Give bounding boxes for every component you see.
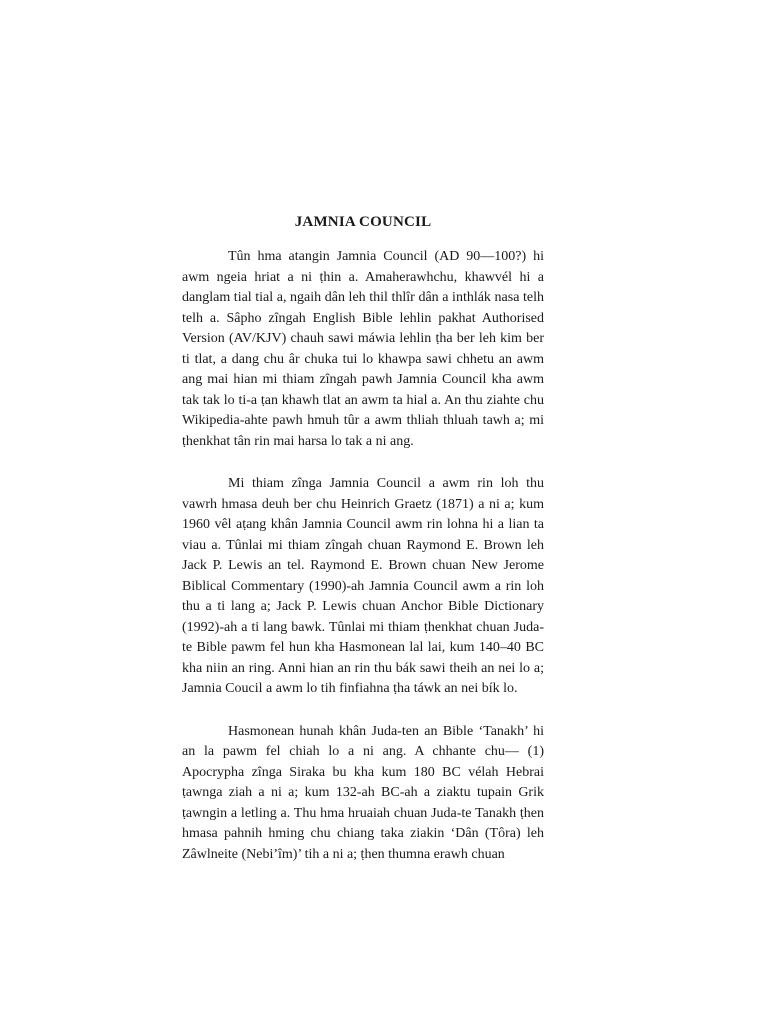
paragraph-1: Tûn hma atangin Jamnia Council (AD 90—100?) hi awm ngeia hriat a ni ṭhin a. Amaherawhchu, khawvél hi a danglam tial tial a, ngaih dân leh thil thlîr dân a inthlák nasa telh telh a. Sâpho zîngah English Bible lehlin pakhat Authorised Version (AV/KJV) chauh sawi máwia lehlin ṭha ber leh kim ber ti tlat, a dang chu âr chuka tui lo khawpa sawi chhetu an awm ang mai hian mi thiam zîngah pawh Jamnia Council kha awm tak tak lo ti-a ṭan khawh tlat an awm ta hial a. An thu ziahte chu Wikipedia-ahte pawh hmuh tûr a awm thliah thluah tawh a; mi ṭhenkhat tân rin mai harsa lo tak a ni ang. <box>182 249 544 449</box>
paragraph-3: Hasmonean hunah khân Juda-ten an Bible ‘Tanakh’ hi an la pawm fel chiah lo a ni ang. A chhante chu— (1) Apocrypha zînga Siraka bu kha kum 180 BC vélah Hebrai ṭawngа ziah a ni a; kum 132-ah BC-ah a ziaktu tupain Grik ṭawngin a letling a. Thu hma hruaiah chuan Juda-te Tanakh ṭhen hmasa pahnih hming chu chiang taka ziakin ‘Dân (Tôra) leh Zâwlneite (Nebi’îm)’ tih a ni a; ṭhen thumna erawh chuan <box>182 723 544 862</box>
paragraph-2: Mi thiam zînga Jamnia Council a awm rin loh thu vawrh hmasa deuh ber chu Heinrich Graetz (1871) a ni a; kum 1960 vêl aṭang khân Jamnia Council awm rin lohna hi a lian ta viau a. Tûnlai mi thiam zîngah chuan Raymond E. Brown leh Jack P. Lewis an tel. Raymond E. Brown chuan New Jerome Biblical Commentary (1990)-ah Jamnia Council awm a rin loh thu a ti lang a; Jack P. Lewis chuan Anchor Bible Dictionary (1992)-ah a ti lang bawk. Tûnlai mi thiam ṭhenkhat chuan Juda-te Bible pawm fel hun kha Hasmonean lal lai, kum 140–40 BC kha niin an ring. Anni hian an rin thu bák sawi theih an nei lo a; Jamnia Coucil a awm lo tih finfiahna ṭha táwk an nei bík lo. <box>182 476 544 696</box>
document-title: JAMNIA COUNCIL <box>294 214 432 230</box>
document-page <box>182 214 544 887</box>
